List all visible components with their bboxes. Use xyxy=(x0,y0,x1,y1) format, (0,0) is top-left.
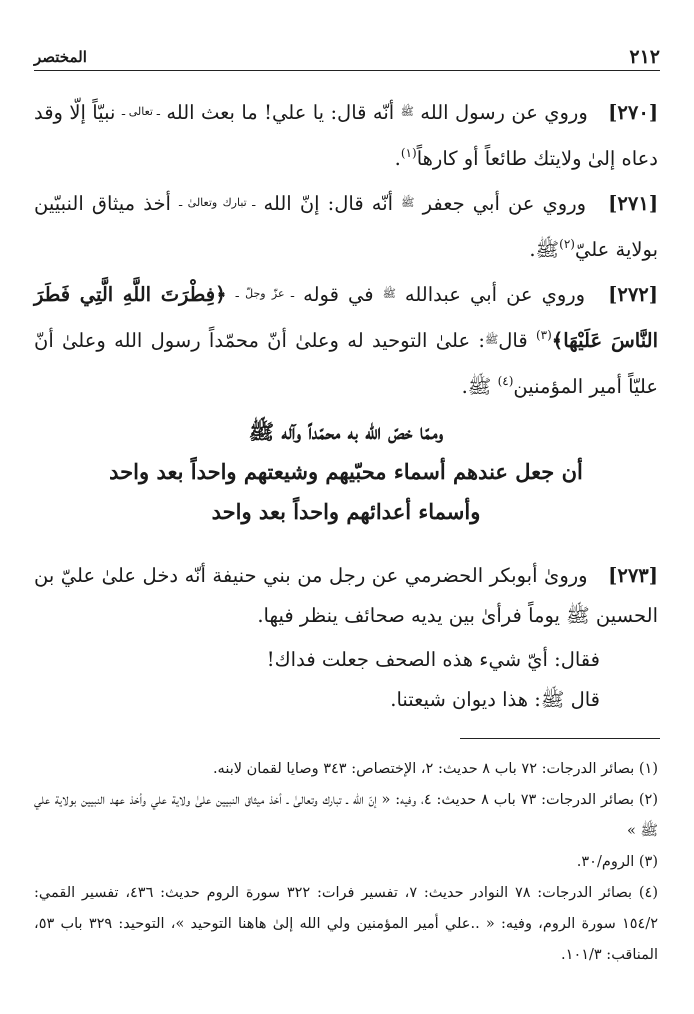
entry-271: [٢٧١] وروي عن أبي جعفر $^ﷺ$ أنّه قال: إنّ الله $^{ـ تبارك وتعالىٰ ـ}$ أخذ ميثاق النبيّين بولاية عليّ$^{(٢)}$ﷺ. xyxy=(34,192,659,261)
footnote-ref: (٤) xyxy=(497,374,514,388)
entry-number: [٢٧٢] xyxy=(608,283,659,306)
footnote-3: (٣) الروم/٣٠. xyxy=(576,854,658,870)
footnote-ref: (١) xyxy=(400,146,417,160)
footnote-2: (٢) بصائر الدرجات: ٧٣ باب ٨ حديث: ٤، وفيه: « إنّ الله ـ تبارك وتعالىٰ ـ أخذ ميثاق النبيين علىٰ ولاية علي وأخذ عهد النبيين بولاية علي ﷺ » xyxy=(34,792,659,839)
entry-number: [٢٧٣] xyxy=(608,564,659,587)
page-header xyxy=(34,38,660,71)
heading-line-2: أن جعل عندهم أسماء محبّيهم وشيعتهم واحداً بعد واحد xyxy=(109,459,583,484)
entry-270: [٢٧٠] وروي عن رسول الله $^ﷺ$ أنّه قال: يا علي! ما بعث الله $^{ـ تعالى ـ}$ نبيّاً إلّا وقد دعاه إلىٰ ولايتك طائعاً أو كارهاً$^{(١)}$. xyxy=(34,101,659,170)
entry-number: [٢٧١] xyxy=(608,192,659,215)
main-text-block xyxy=(34,92,658,411)
footnote-4: (٤) بصائر الدرجات: ٧٨ النوادر حديث: ٧، تفسير فرات: ٣٢٢ سورة الروم حديث: ٤٣٦، تفسير القمي: ١٥٤/٢ سورة الروم، وفيه: « ..علي أمير المؤمنين ولي الله إلىٰ هاهنا التوحيد »، التوحيد: ٣٢٩ باب ٥٣، المناقب: ١٠١/٣. xyxy=(34,885,658,963)
footnote-ref: (٢) xyxy=(559,237,575,251)
entry-272: [٢٧٢] وروي عن أبي عبدالله $^ﷺ$ في قوله $^{ـ عزّ وجلّ ـ}$ ﴿فِطْرَتَ اللَّهِ الَّتِي فَطَرَ النَّاسَ عَلَيْهَا﴾$^{(٣)}$ قال$^ﷺ$: علىٰ التوحيد له وعلىٰ أنّ محمّداً رسول الله وعلىٰ أنّ عليّاً أمير المؤمنين$^{(٤)}$ ﷺ. xyxy=(34,283,659,398)
footnotes xyxy=(34,754,658,971)
running-title: المختصر xyxy=(34,48,87,66)
heading-line-1: وممّا خصّ الله به محمّداً وآله ﷺ xyxy=(248,419,444,444)
dialogue-question: فقال: أيّ شيء هذه الصحف جعلت فداك! xyxy=(266,648,600,671)
dialogue-answer: قال ﷺ: هذا ديوان شيعتنا. xyxy=(390,688,600,711)
page-number: ٢١٢ xyxy=(629,46,660,68)
entry-273: [٢٧٣] وروىٰ أبوبكر الحضرمي عن رجل من بني حنيفة أنّه دخل علىٰ عليّ بن الحسين ﷺ يوماً فرأىٰ بين يديه صحائف ينظر فيها. xyxy=(34,564,659,627)
footnote-1: (١) بصائر الدرجات: ٧٢ باب ٨ حديث: ٢، الإختصاص: ٣٤٣ وصايا لقمان لابنه. xyxy=(212,761,658,777)
entry-number: [٢٧٠] xyxy=(608,101,659,124)
entry-273-block xyxy=(34,556,658,720)
quran-verse: ﴿فِطْرَتَ اللَّهِ الَّتِي فَطَرَ النَّاسَ عَلَيْهَا﴾ xyxy=(34,283,658,352)
footnote-divider xyxy=(460,738,660,739)
heading-line-3: وأسماء أعدائهم واحداً بعد واحد xyxy=(211,499,481,524)
footnote-ref: (٣) xyxy=(535,328,552,342)
section-heading xyxy=(34,412,658,532)
